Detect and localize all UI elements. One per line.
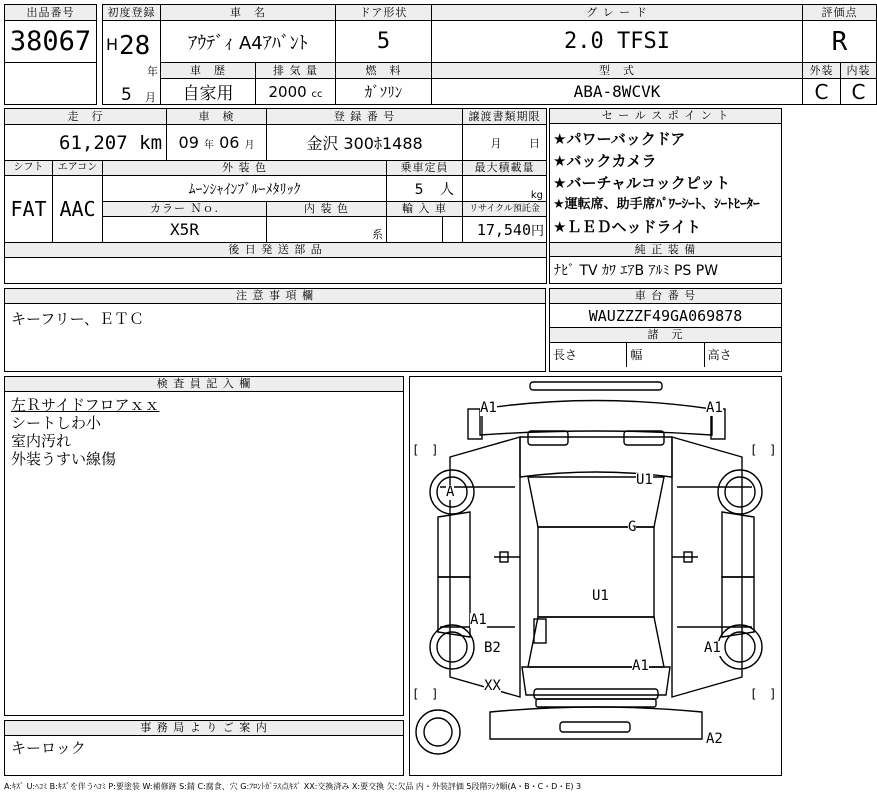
inspector-line-2: シートしわ小 — [11, 414, 102, 432]
eval-label: 評価点 — [803, 5, 877, 21]
ac-label: エアコン — [53, 161, 103, 176]
sales-points-box — [549, 108, 782, 284]
displacement-cell — [256, 79, 336, 105]
mark-u1-mid: U1 — [592, 588, 609, 604]
spec-label: 諸 元 — [550, 328, 781, 343]
sales-point-3: ★バーチャルコックピット — [553, 174, 731, 192]
chassis-label: 車 台 番 号 — [550, 289, 781, 304]
sales-points-label: セ ー ル ス ポ イ ン ト — [550, 109, 781, 124]
ac-value: AAC — [53, 176, 103, 243]
first-reg-cell — [103, 21, 161, 105]
office-box — [4, 720, 404, 776]
spec-row — [550, 343, 781, 367]
lot-label: 出品番号 — [5, 5, 97, 21]
month-number: 5 — [121, 85, 132, 105]
width-label: 幅 — [627, 343, 704, 367]
door-label: ドア形状 — [336, 5, 432, 21]
mark-a1-left: A1 — [470, 612, 487, 628]
detail-table — [4, 108, 547, 284]
displacement-unit: cc — [311, 88, 323, 100]
car-diagram-box — [409, 376, 782, 776]
import-label: 輸 入 車 — [387, 202, 463, 217]
shift-value: FAT — [5, 176, 53, 243]
mark-b2: B2 — [484, 640, 501, 656]
capacity-label: 乗車定員 — [387, 161, 463, 176]
transfer-cell — [463, 125, 547, 161]
lot-blank — [5, 63, 97, 105]
recycle-label: リサイクル預託金 — [463, 202, 547, 217]
inspector-box — [4, 376, 404, 716]
lot-number: 38067 — [5, 21, 97, 63]
transfer-day: 日 — [529, 136, 541, 150]
notes-box — [4, 288, 546, 372]
mileage-cell — [5, 125, 167, 161]
mark-a1-center: A1 — [632, 658, 649, 674]
first-reg-label: 初度登録 — [103, 5, 161, 21]
recycle-value: 17,540 — [476, 221, 531, 239]
load-label: 最大積載量 — [463, 161, 547, 176]
capacity-value: 5 — [414, 181, 424, 198]
ext-value: C — [803, 79, 841, 105]
bracket-front-right: [ ] — [750, 443, 777, 457]
chassis-box — [549, 288, 782, 372]
transfer-label: 譲渡書類期限 — [463, 109, 547, 125]
bracket-front-left: [ ] — [412, 443, 439, 457]
bracket-rear-left: [ ] — [412, 687, 439, 701]
insp-month-unit: 月 — [244, 140, 255, 151]
displacement-label: 排 気 量 — [256, 63, 336, 79]
history-value: 自家用 — [161, 79, 256, 105]
door-value: 5 — [336, 21, 432, 63]
inspection-label: 車 検 — [167, 109, 267, 125]
height-label: 高さ — [707, 348, 732, 362]
mark-a1-front-right: A1 — [706, 400, 723, 416]
inspector-line-1: 左Ｒサイドフロアｘｘ — [11, 396, 160, 414]
model-label: 型 式 — [432, 63, 803, 79]
reg-value: 金沢 300ﾎ1488 — [267, 125, 463, 161]
office-label: 事 務 局 よ り ご 案 内 — [5, 721, 403, 736]
sales-point-1: ★パワーバックドア — [553, 130, 686, 148]
mileage-label: 走 行 — [5, 109, 167, 125]
ext-label: 外装 — [803, 63, 841, 79]
length-label: 長さ — [550, 343, 627, 367]
int-label: 内装 — [841, 63, 877, 79]
notes-label: 注 意 事 項 欄 — [5, 289, 545, 304]
equipment-value: ﾅﾋﾞ TV ｶﾜ ｴｱB ｱﾙﾐ PS PW — [554, 263, 719, 279]
inspector-line-3: 室内汚れ — [11, 432, 72, 450]
era: H — [106, 35, 119, 54]
inspector-label: 検 査 員 記 入 欄 — [5, 377, 403, 392]
insp-year: 09 — [178, 133, 199, 152]
header-table — [4, 4, 877, 105]
mark-a-wheel: A — [446, 484, 455, 500]
reg-label: 登 録 番 号 — [267, 109, 463, 125]
int-value: C — [841, 79, 877, 105]
recycle-unit: 円 — [531, 224, 545, 239]
model-value: ABA-8WCVK — [432, 79, 803, 105]
inspection-cell — [167, 125, 267, 161]
mileage-unit: km — [139, 131, 163, 154]
mark-xx: XX — [484, 678, 501, 694]
import-cell-b — [443, 217, 463, 243]
chassis-value: WAUZZZF49GA069878 — [550, 304, 781, 328]
year-unit: 年 — [147, 65, 158, 78]
fuel-value: ｶﾞｿﾘﾝ — [336, 79, 432, 105]
mark-g: G — [628, 519, 637, 535]
transfer-month: 月 — [490, 136, 502, 150]
insp-month: 06 — [219, 133, 240, 152]
later-parts-value — [5, 258, 547, 284]
notes-value: キーフリー、ＥＴＣ — [11, 310, 145, 328]
fuel-label: 燃 料 — [336, 63, 432, 79]
bracket-rear-right: [ ] — [750, 687, 777, 701]
month-unit: 月 — [145, 91, 156, 104]
color-no-label: カラー Ｎｏ. — [103, 202, 267, 217]
mark-u1-roof: U1 — [636, 472, 653, 488]
sales-point-2: ★バックカメラ — [553, 152, 657, 170]
inspector-line-4: 外装うすい線傷 — [11, 450, 117, 468]
import-cell-a — [387, 217, 443, 243]
office-value: キーロック — [11, 739, 86, 757]
int-color-unit: 系 — [267, 217, 387, 243]
mileage-value: 61,207 — [59, 131, 128, 154]
sales-points-list — [550, 124, 781, 242]
grade-label: グ レ ー ド — [432, 5, 803, 21]
sales-point-5: ★ＬＥＤヘッドライト — [553, 218, 701, 236]
int-color-label: 内 装 色 — [267, 202, 387, 217]
sales-point-4: ★運転席、助手席ﾊﾟﾜｰｼｰﾄ、ｼｰﾄﾋｰﾀｰ — [553, 197, 760, 212]
later-parts-label: 後 日 発 送 部 品 — [5, 243, 547, 258]
color-no-value: X5R — [103, 217, 267, 243]
year-number: 28 — [119, 31, 151, 61]
ext-color-value: ﾑｰﾝｼｬｲﾝﾌﾞﾙｰﾒﾀﾘｯｸ — [103, 176, 387, 202]
recycle-cell — [463, 217, 547, 243]
capacity-cell — [387, 176, 463, 202]
shift-label: シフト — [5, 161, 53, 176]
eval-value: R — [803, 21, 877, 63]
insp-year-unit: 年 — [203, 140, 214, 151]
mark-a1-right: A1 — [704, 640, 721, 656]
mark-a1-front-left: A1 — [480, 400, 497, 416]
legend: A:ｷｽﾞ U:ﾍｺﾐ B:ｷｽﾞを伴うﾍｺﾐ P:要塗装 W:補修跡 S:錆 C:腐食、穴 G:ﾌﾛﾝﾄｶﾞﾗｽ点ｷｽﾞ XX:交換済み X:要交換 欠:欠品 内・外装評価 5段階ﾗﾝｸ順(A・B・C・D・E) 3 — [4, 782, 582, 791]
car-name-value: ｱｳﾃﾞｨ A4ｱﾊﾞﾝﾄ — [161, 21, 336, 63]
capacity-unit: 人 — [440, 181, 455, 198]
car-diagram — [410, 377, 783, 777]
ext-color-label: 外 装 色 — [103, 161, 387, 176]
grade-value: 2.0 TFSI — [432, 21, 803, 63]
load-unit: kg — [463, 176, 547, 202]
car-name-label: 車 名 — [161, 5, 336, 21]
history-label: 車 歴 — [161, 63, 256, 79]
equipment-label: 純 正 装 備 — [550, 242, 781, 257]
displacement-value: 2000 — [268, 82, 307, 101]
mark-a2: A2 — [706, 731, 723, 747]
